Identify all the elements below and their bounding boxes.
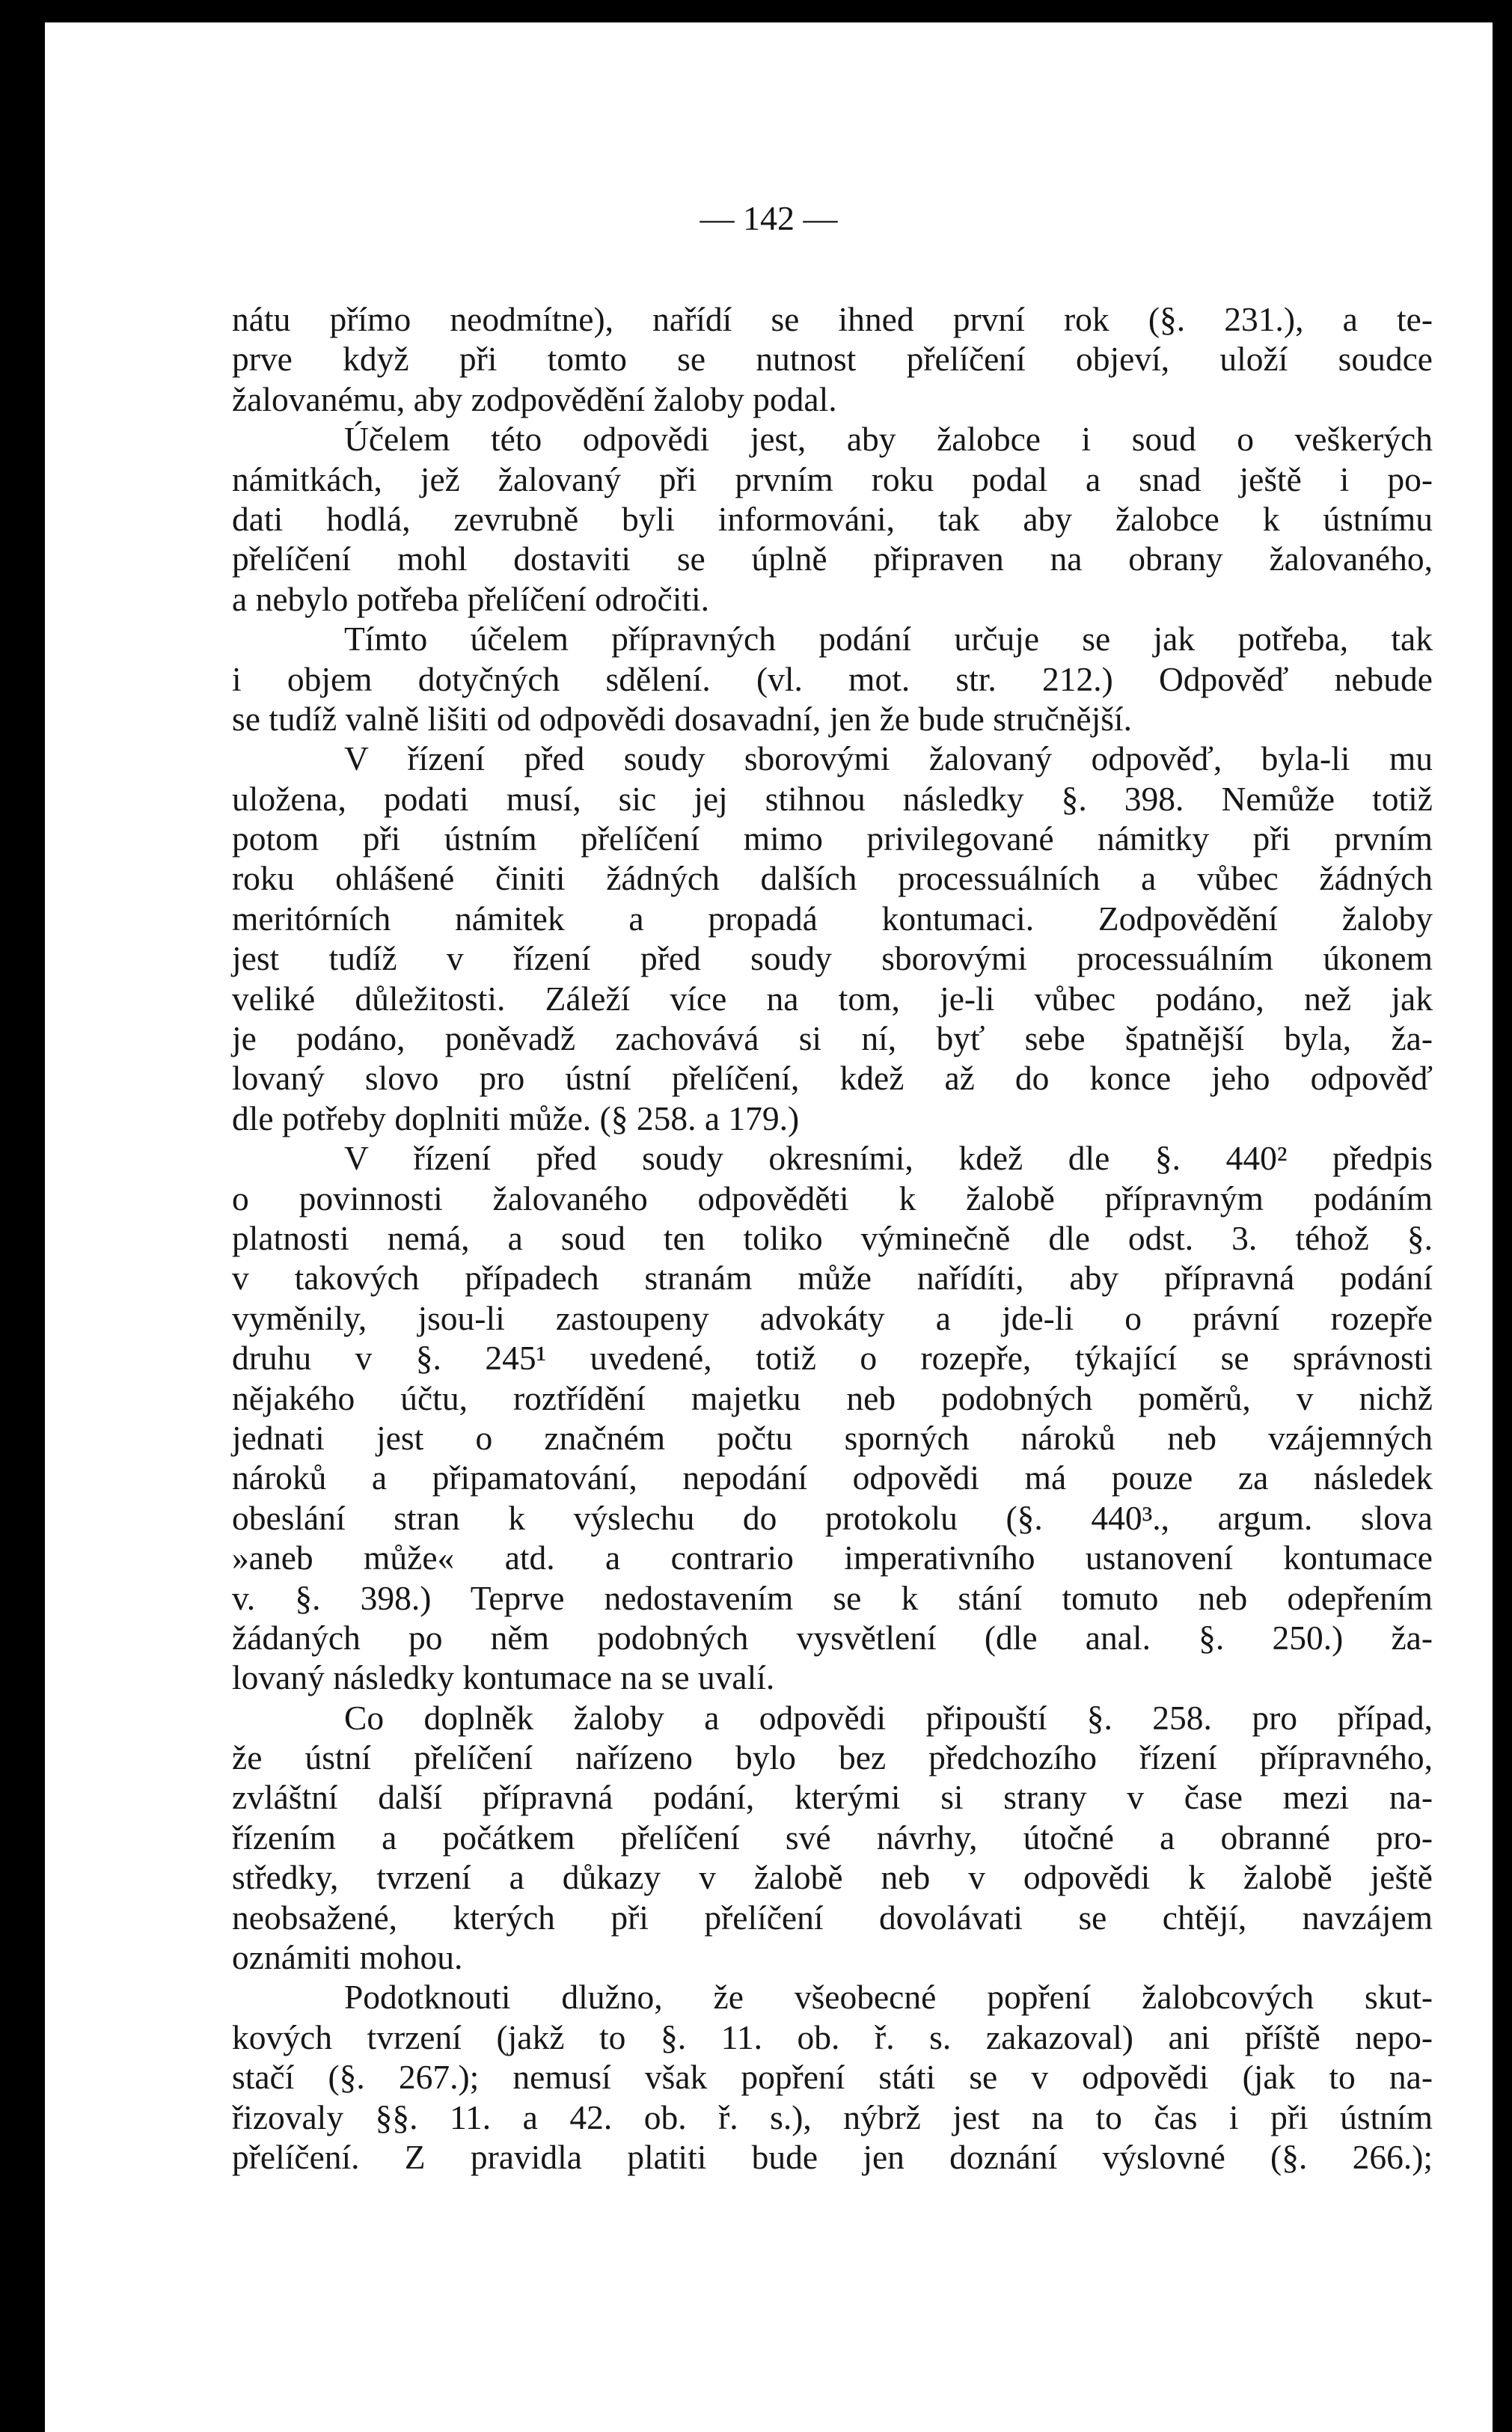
text-line: v takových případech stranám může nařídíti, aby přípravná podání: [232, 1259, 1433, 1298]
text-line: vyměnily, jsou-li zastoupeny advokáty a jde-li o právní rozepře: [232, 1298, 1433, 1337]
text-line: a nebylo potřeba přelíčení odročiti.: [232, 579, 710, 618]
text-line: prve když při tomto se nutnost přelíčení objeví, uloží soudce: [232, 340, 1433, 379]
text-line: žalovanému, aby zodpovědění žaloby podal.: [232, 379, 837, 418]
text-line: dati hodlá, zevrubně byli informováni, tak aby žalobce k ústnímu: [232, 499, 1433, 538]
text-line: stačí (§. 267.); nemusí však popření státi se v odpovědi (jak to na-: [232, 2058, 1433, 2097]
text-line: V řízení před soudy okresními, kdež dle §. 440² předpis: [344, 1139, 1433, 1178]
text-line: veliké důležitosti. Záleží více na tom, je-li vůbec podáno, než jak: [232, 979, 1433, 1018]
text-line: roku ohlášené činiti žádných dalších processuálních a vůbec žádných: [232, 859, 1433, 898]
text-line: jednati jest o značném počtu sporných nároků neb vzájemných: [232, 1418, 1433, 1457]
text-line: potom při ústním přelíčení mimo privilegované námitky při prvním: [232, 819, 1433, 858]
text-line: V řízení před soudy sborovými žalovaný odpověď, byla-li mu: [344, 739, 1433, 778]
text-line: nějakého účtu, roztřídění majetku neb podobných poměrů, v nichž: [232, 1378, 1433, 1417]
text-line: nátu přímo neodmítne), nařídí se ihned první rok (§. 231.), a te-: [232, 300, 1433, 338]
text-line: o povinnosti žalovaného odpověděti k žalobě přípravným podáním: [232, 1179, 1433, 1217]
text-line: řizovaly §§. 11. a 42. ob. ř. s.), nýbrž jest na to čas i při ústním: [232, 2098, 1433, 2136]
text-line: kových tvrzení (jakž to §. 11. ob. ř. s. zakazoval) ani příště nepo-: [232, 2017, 1433, 2056]
text-line: oznámiti mohou.: [232, 1938, 463, 1977]
text-line: »aneb může« atd. a contrario imperativního ustanovení kontumace: [232, 1539, 1433, 1577]
text-line: obeslání stran k výslechu do protokolu (§. 440³., argum. slova: [232, 1498, 1433, 1537]
text-line: v. §. 398.) Teprve nedostavením se k stání tomuto neb odepřením: [232, 1578, 1433, 1617]
text-line: platnosti nemá, a soud ten toliko výminečně dle odst. 3. téhož §.: [232, 1218, 1433, 1257]
text-line: řízením a počátkem přelíčení své návrhy, útočné a obranné pro-: [232, 1818, 1433, 1857]
text-line: přelíčení. Z pravidla platiti bude jen doznání výslovné (§. 266.);: [232, 2137, 1433, 2176]
text-line: Účelem této odpovědi jest, aby žalobce i soud o veškerých: [344, 420, 1433, 459]
text-line: nároků a připamatování, nepodání odpovědi má pouze za následek: [232, 1458, 1433, 1497]
text-line: přelíčení mohl dostaviti se úplně připraven na obrany žalovaného,: [232, 540, 1433, 578]
text-line: žádaných po něm podobných vysvětlení (dle anal. §. 250.) ža-: [232, 1618, 1433, 1657]
text-line: jest tudíž v řízení před soudy sborovými processuálním úkonem: [232, 939, 1433, 978]
text-line: i objem dotyčných sdělení. (vl. mot. str. 212.) Odpověď nebude: [232, 659, 1433, 698]
text-line: meritórních námitek a propadá kontumaci. Zodpovědění žaloby: [232, 899, 1433, 938]
text-line: je podáno, poněvadž zachovává si ní, byť sebe špatnější byla, ža-: [232, 1019, 1433, 1058]
book-page: [45, 22, 1493, 2432]
text-line: druhu v §. 245¹ uvedené, totiž o rozepře, týkající se správnosti: [232, 1339, 1433, 1378]
text-line: se tudíž valně lišiti od odpovědi dosavadní, jen že bude stručnější.: [232, 699, 1132, 738]
text-line: lovaný následky kontumace na se uvalí.: [232, 1658, 775, 1697]
text-line: Co doplněk žaloby a odpovědi připouští §. 258. pro případ,: [344, 1698, 1433, 1737]
page-number: — 142 —: [700, 199, 838, 237]
text-line: středky, tvrzení a důkazy v žalobě neb v odpovědi k žalobě ještě: [232, 1858, 1433, 1897]
text-line: námitkách, jež žalovaný při prvním roku podal a snad ještě i po-: [232, 459, 1433, 498]
text-line: že ústní přelíčení nařízeno bylo bez předchozího řízení přípravného,: [232, 1738, 1433, 1777]
text-line: Tímto účelem přípravných podání určuje se jak potřeba, tak: [344, 620, 1433, 659]
body-text: [232, 299, 1433, 2177]
text-line: neobsažené, kterých při přelíčení dovolávati se chtějí, navzájem: [232, 1898, 1433, 1937]
text-line: Podotknouti dlužno, že všeobecné popření žalobcových skut-: [344, 1978, 1433, 2017]
text-line: lovaný slovo pro ústní přelíčení, kdež až do konce jeho odpověď: [232, 1059, 1433, 1098]
text-line: uložena, podati musí, sic jej stihnou následky §. 398. Nemůže totiž: [232, 779, 1433, 818]
text-line: dle potřeby doplniti může. (§ 258. a 179.): [232, 1099, 800, 1137]
text-line: zvláštní další přípravná podání, kterými si strany v čase mezi na-: [232, 1778, 1433, 1817]
